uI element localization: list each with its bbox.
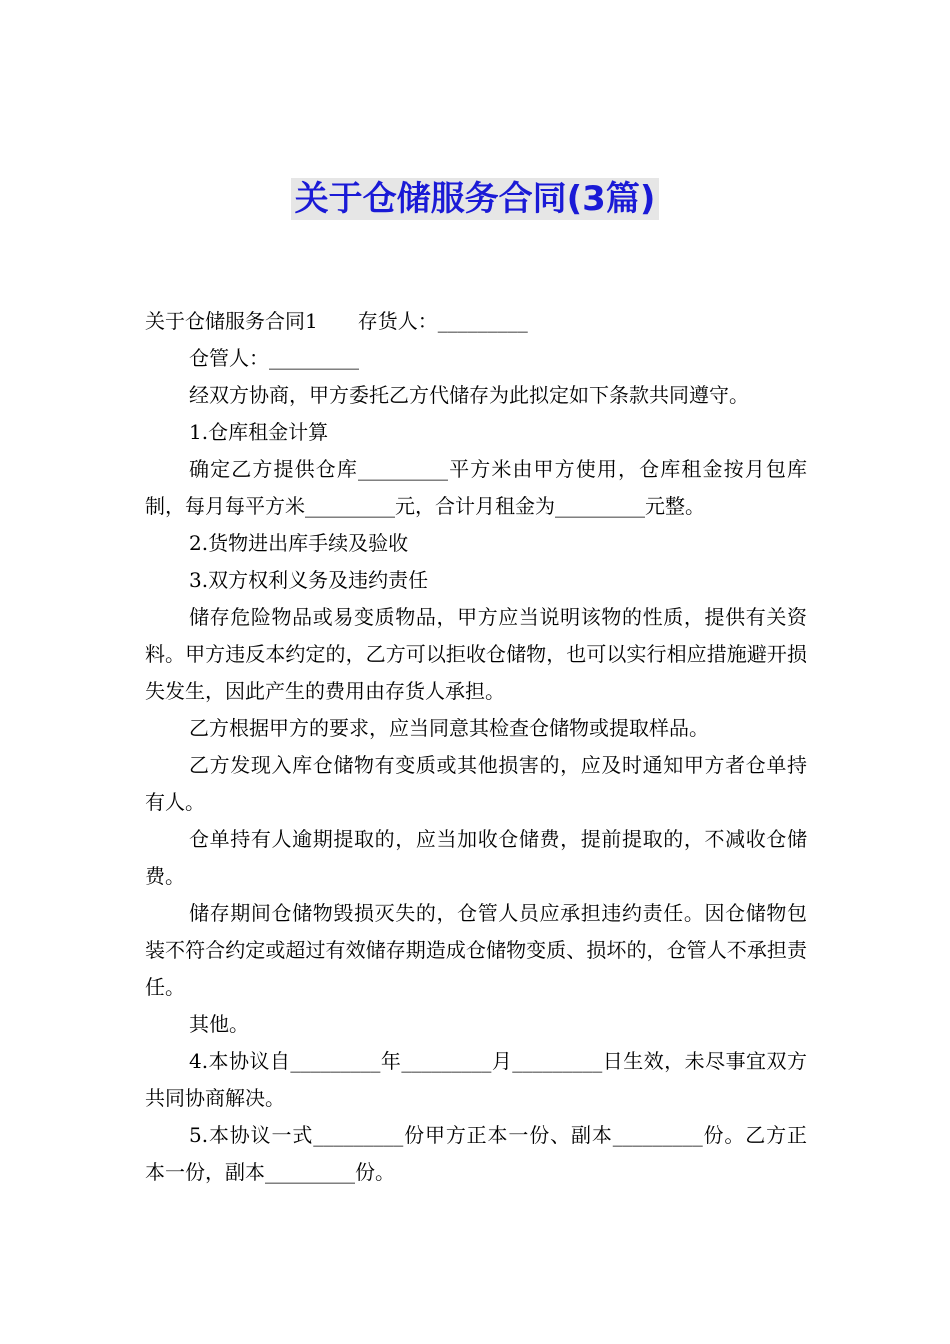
section-heading-3: 3.双方权利义务及违约责任 bbox=[189, 568, 429, 592]
paragraph-copies: 5.本协议一式_________份甲方正本一份、副本_________份。乙方正本一份，副本_________份。 bbox=[145, 1123, 807, 1184]
paragraph-effective-date: 4.本协议自_________年_________月_________日生效，未尽事宜双方共同协商解决。 bbox=[145, 1049, 807, 1110]
paragraph-rent: 确定乙方提供仓库_________平方米由甲方使用，仓库租金按月包库制，每月每平方米_________元，合计月租金为_________元整。 bbox=[145, 457, 807, 518]
paragraph-overdue: 仓单持有人逾期提取的，应当加收仓储费，提前提取的，不减收仓储费。 bbox=[145, 827, 807, 888]
depositor-field: 存货人：_________ bbox=[357, 309, 528, 333]
heading-line bbox=[145, 303, 807, 340]
paragraph-liability: 储存期间仓储物毁损灭失的，仓管人员应承担违约责任。因仓储物包装不符合约定或超过有效储存期造成仓储物变质、损坏的，仓管人不承担责任。 bbox=[145, 901, 807, 999]
paragraph-other: 其他。 bbox=[189, 1012, 249, 1036]
paragraph-damage-notice: 乙方发现入库仓储物有变质或其他损害的，应及时通知甲方者仓单持有人。 bbox=[145, 753, 807, 814]
paragraph-intro: 经双方协商，甲方委托乙方代储存为此拟定如下条款共同遵守。 bbox=[189, 383, 749, 407]
title-container bbox=[0, 178, 950, 220]
document-title: 关于仓储服务合同(3篇) bbox=[291, 178, 660, 220]
paragraph-inspection: 乙方根据甲方的要求，应当同意其检查仓储物或提取样品。 bbox=[189, 716, 709, 740]
paragraph-warehouse-keeper: 仓管人：_________ bbox=[189, 346, 359, 370]
section-heading-1: 1.仓库租金计算 bbox=[189, 420, 329, 444]
document-body bbox=[145, 303, 807, 1191]
contract-label: 关于仓储服务合同1 bbox=[145, 309, 318, 333]
section-heading-2: 2.货物进出库手续及验收 bbox=[189, 531, 409, 555]
paragraph-hazardous-goods: 储存危险物品或易变质物品，甲方应当说明该物的性质，提供有关资料。甲方违反本约定的，乙方可以拒收仓储物，也可以实行相应措施避开损失发生，因此产生的费用由存货人承担。 bbox=[145, 605, 807, 703]
